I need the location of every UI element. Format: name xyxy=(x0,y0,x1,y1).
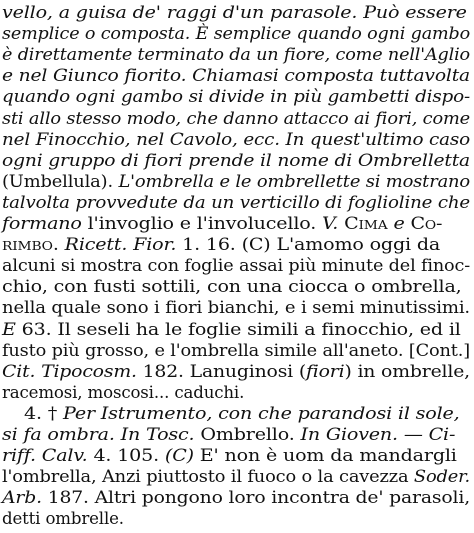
text-line xyxy=(2,1,467,24)
text-segment: l'ombrella, Anzi piuttosto il fuoco o la cavezza xyxy=(2,467,414,487)
text-segment: fiori xyxy=(306,361,345,381)
text-segment: Ricett. Fior. xyxy=(64,235,183,255)
text-segment: (C) xyxy=(164,446,200,466)
text-segment: 1. 16. (C) L'amomo oggi da xyxy=(182,235,441,255)
text-segment: nel Finocchio, nel Cavolo, ecc. In quest'ultimo caso xyxy=(2,129,470,149)
text-segment: Arb. xyxy=(2,488,48,508)
text-segment: nella quale sono i fiori bianchi, e i semi minutissimi. xyxy=(2,298,470,318)
text-line xyxy=(2,191,470,214)
text-line xyxy=(2,64,470,87)
text-line xyxy=(2,107,470,130)
text-segment: ogni gruppo di fiori prende il nome di Ombrelletta xyxy=(2,150,470,170)
text-segment: sti allo stesso modo, che danno attacco ai fiori, come xyxy=(2,108,470,128)
text-segment: 4. 105. xyxy=(93,446,165,466)
text-segment: 4. † xyxy=(24,403,64,423)
text-segment: alcuni si mostra con foglie assai più minute del finoc- xyxy=(2,256,471,276)
text-segment: quando ogni gambo si divide in più gambetti dispo- xyxy=(2,87,470,107)
text-segment: (Umbellula). xyxy=(2,171,119,191)
text-segment: chio, con fusti sottili, con una ciocca o ombrella, xyxy=(2,277,462,297)
text-line xyxy=(2,507,124,530)
text-line xyxy=(2,486,470,509)
text-line xyxy=(2,360,470,383)
text-line xyxy=(2,22,470,45)
text-segment: l'invoglio e l'involucello. xyxy=(87,214,323,233)
text-segment: e nel Giunco fiorito. Chiamasi composta tuttavolta xyxy=(2,66,470,86)
text-segment: racemosi, moscosi... caduchi. xyxy=(2,382,245,402)
text-segment: Ombrello. xyxy=(200,425,301,444)
text-segment: formano xyxy=(2,214,88,233)
text-segment: si fa ombra. In Tosc. xyxy=(2,425,201,444)
text-line xyxy=(2,318,461,341)
text-segment: detti ombrelle. xyxy=(2,509,124,529)
text-line xyxy=(2,381,244,404)
text-line xyxy=(2,465,470,488)
text-segment: . xyxy=(52,235,65,255)
text-line xyxy=(2,339,470,362)
text-segment: L'ombrella e le ombrellette si mostrano xyxy=(118,171,471,191)
text-segment: semplice o composta. È semplice quando ogni gambo xyxy=(2,24,471,44)
text-segment: talvolta provvedute da un verticillo di foglioline che xyxy=(2,192,470,212)
text-line xyxy=(2,233,440,256)
text-segment: E' non è uom da mandargli xyxy=(199,446,457,466)
text-segment: 63. Il seseli ha le foglie simili a finocchio, ed il xyxy=(21,319,461,339)
text-line xyxy=(2,85,470,108)
text-segment: Soder. xyxy=(413,467,471,487)
text-segment: fusto più grosso, e l'ombrella simile all'aneto. [Cont.] xyxy=(2,340,470,360)
text-segment: In Gioven. — Ci- xyxy=(300,425,456,444)
text-line xyxy=(2,43,470,66)
dictionary-page-text xyxy=(2,1,472,531)
text-segment: Co- xyxy=(410,214,443,233)
text-segment: è direttamente terminato da un fiore, come nell'Aglio xyxy=(2,45,471,65)
text-line xyxy=(24,402,460,425)
text-line xyxy=(2,170,470,193)
text-line xyxy=(2,423,455,446)
text-line xyxy=(2,275,462,298)
text-segment: Cit. Tipocosm. xyxy=(2,361,143,381)
text-line xyxy=(2,149,470,172)
text-segment: ) in ombrelle, xyxy=(344,361,470,381)
text-line xyxy=(2,212,442,235)
text-line xyxy=(2,444,457,467)
text-segment: V. xyxy=(322,214,345,233)
text-line xyxy=(2,296,470,319)
text-segment: vello, a guisa de' raggi d'un parasole. Può essere xyxy=(2,3,467,22)
text-line xyxy=(2,128,470,151)
text-segment: e xyxy=(387,214,411,233)
text-segment: Per Istrumento, con che parandosi il sole, xyxy=(63,403,460,423)
text-segment: Cima xyxy=(344,214,388,233)
text-segment: rimbo xyxy=(2,235,53,255)
text-line xyxy=(2,254,470,277)
text-segment: E xyxy=(2,319,22,339)
text-segment: riff. Calv. xyxy=(2,446,94,466)
text-segment: 187. Altri pongono loro incontra de' parasoli, xyxy=(47,488,470,508)
text-segment: 182. Lanuginosi ( xyxy=(142,361,307,381)
